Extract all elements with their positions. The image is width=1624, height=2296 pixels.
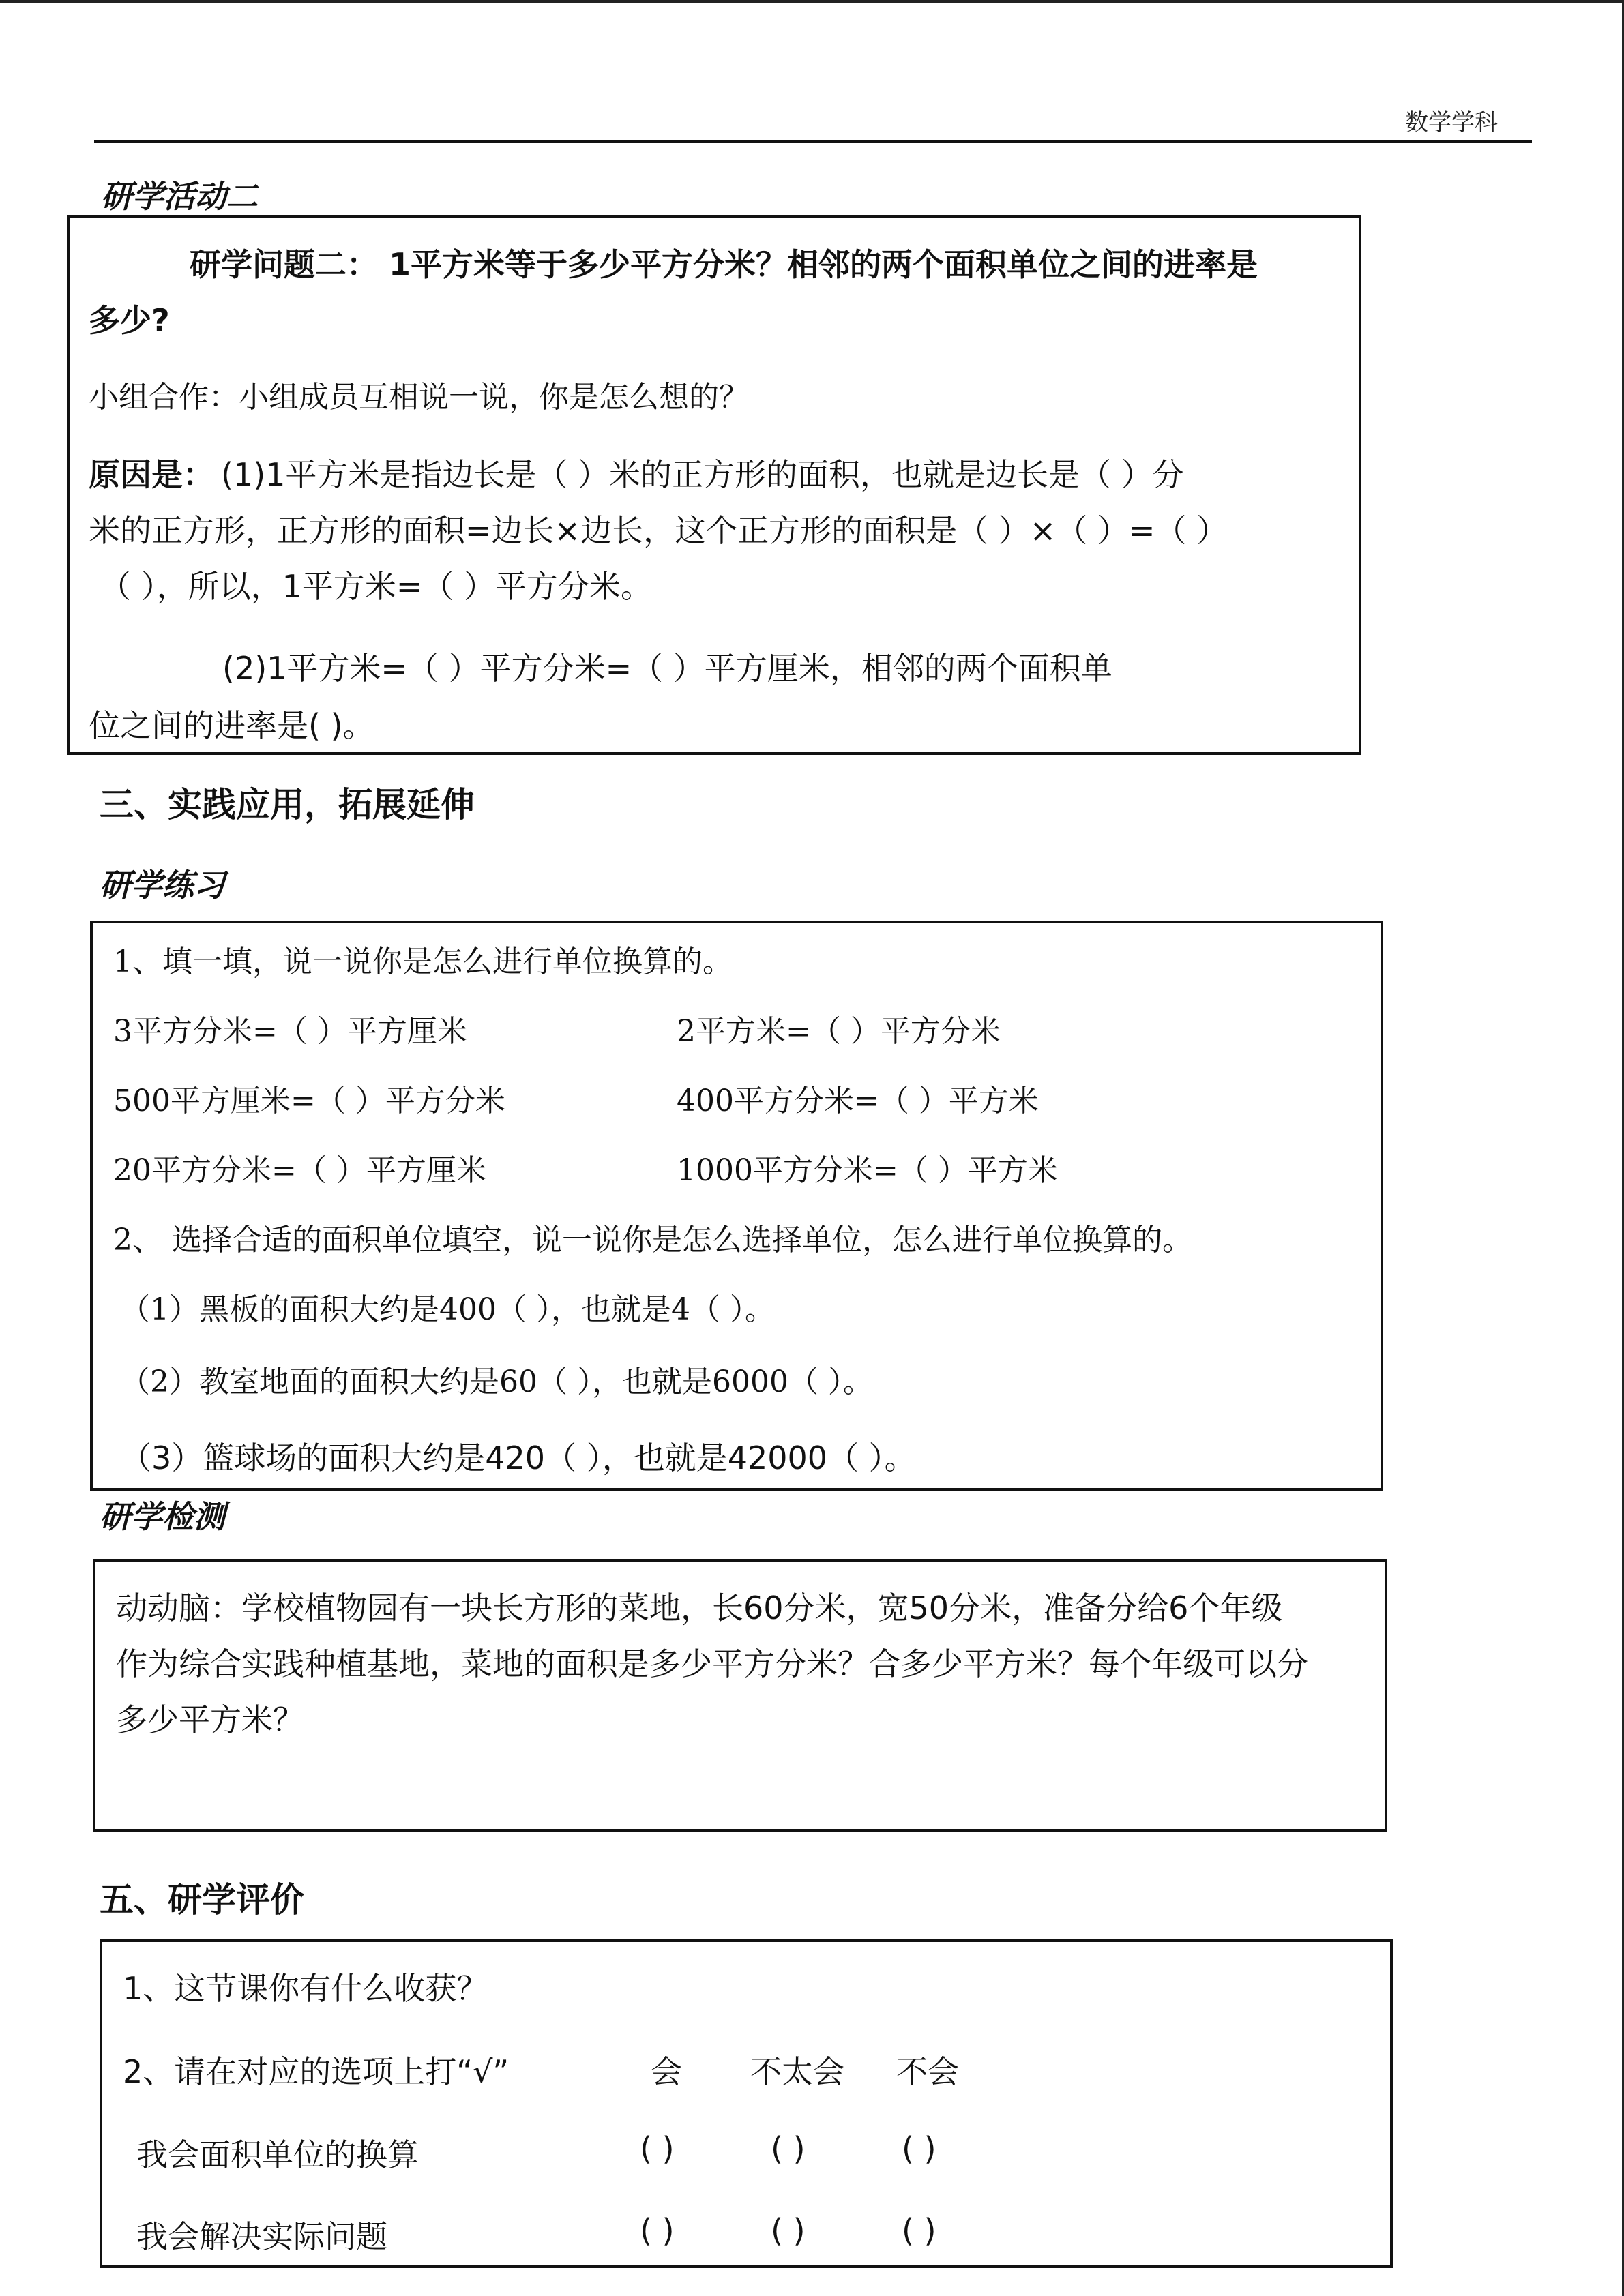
conversion-right-3: 1000平方分米=（ ）平方米	[677, 1153, 1058, 1188]
conversion-right-2: 400平方分米=（ ）平方米	[677, 1084, 1039, 1118]
evaluation-row-1-mark-1: ( )	[640, 2130, 675, 2167]
section3-title: 三、实践应用，拓展延伸	[100, 785, 475, 824]
practice-heading: 研学练习	[100, 867, 225, 904]
conversion-left-2: 500平方厘米=（ ）平方分米	[113, 1084, 505, 1118]
subject-header: 数学学科	[1405, 109, 1498, 136]
conversion-left-1: 3平方分米=（ ）平方厘米	[113, 1014, 467, 1049]
q2-item-3: （3）篮球场的面积大约是420（ ），也就是42000（ ）。	[120, 1440, 916, 1476]
evaluation-q2: 2、请在对应的选项上打“√”	[123, 2053, 510, 2090]
evaluation-row-2-mark-1: ( )	[640, 2212, 675, 2249]
evaluation-row-2-label: 我会解决实际问题	[136, 2218, 387, 2255]
evaluation-row-2-mark-2: ( )	[771, 2212, 806, 2249]
conversion-left-3: 20平方分米=（ ）平方厘米	[113, 1153, 486, 1188]
header-rule	[94, 140, 1532, 143]
reason2-line2: 位之间的进率是( )。	[89, 707, 374, 744]
activity2-question-line1: 研学问题二： 1平方米等于多少平方分米？相邻的两个面积单位之间的进率是	[190, 246, 1258, 283]
reason2-line1: (2)1平方米=（ ）平方分米=（ ）平方厘米，相邻的两个面积单	[222, 650, 1112, 687]
reason1-line3: （ ），所以，1平方米=（ ）平方分米。	[100, 568, 653, 605]
activity2-heading: 研学活动二	[101, 178, 258, 215]
conversion-right-1: 2平方米=（ ）平方分米	[677, 1014, 1001, 1049]
reason-label: 原因是：	[89, 456, 214, 493]
check-line-2: 作为综合实践种植基地，菜地的面积是多少平方分米？合多少平方米？每个年级可以分	[116, 1645, 1308, 1682]
evaluation-row-1-label: 我会面积单位的换算	[136, 2136, 419, 2173]
option-not-quite: 不太会	[750, 2053, 844, 2090]
reason1-line1: (1)1平方米是指边长是（ ）米的正方形的面积，也就是边长是（ ）分	[221, 456, 1184, 493]
q2-item-2: （2）教室地面的面积大约是60（ ），也就是6000（ ）。	[120, 1365, 873, 1399]
evaluation-row-1-mark-3: ( )	[902, 2130, 936, 2167]
group-work-text: 小组合作：小组成员互相说一说，你是怎么想的？	[89, 380, 749, 415]
check-line-3: 多少平方米？	[116, 1701, 304, 1738]
check-line-1: 动动脑：学校植物园有一块长方形的菜地，长60分米，宽50分米，准备分给6个年级	[116, 1590, 1283, 1626]
evaluation-row-2-mark-3: ( )	[902, 2212, 936, 2249]
practice-q2: 2、 选择合适的面积单位填空，说一说你是怎么选择单位，怎么进行单位换算的。	[113, 1223, 1192, 1257]
practice-q1: 1、填一填，说一说你是怎么进行单位换算的。	[113, 944, 733, 979]
option-cannot: 不会	[896, 2053, 959, 2090]
evaluation-row-1-mark-2: ( )	[771, 2130, 806, 2167]
section5-title: 五、研学评价	[100, 1880, 304, 1920]
check-heading: 研学检测	[100, 1498, 225, 1535]
option-can: 会	[651, 2053, 682, 2090]
activity2-question-line2: 多少?	[89, 302, 170, 339]
q2-item-1: （1）黑板的面积大约是400（ ），也就是4（ ）。	[120, 1292, 775, 1327]
page-border-top	[0, 0, 1624, 3]
evaluation-q1: 1、这节课你有什么收获？	[123, 1970, 488, 2007]
reason1-line2: 米的正方形，正方形的面积=边长×边长，这个正方形的面积是（ ）×（ ）=（ ）	[89, 512, 1228, 549]
